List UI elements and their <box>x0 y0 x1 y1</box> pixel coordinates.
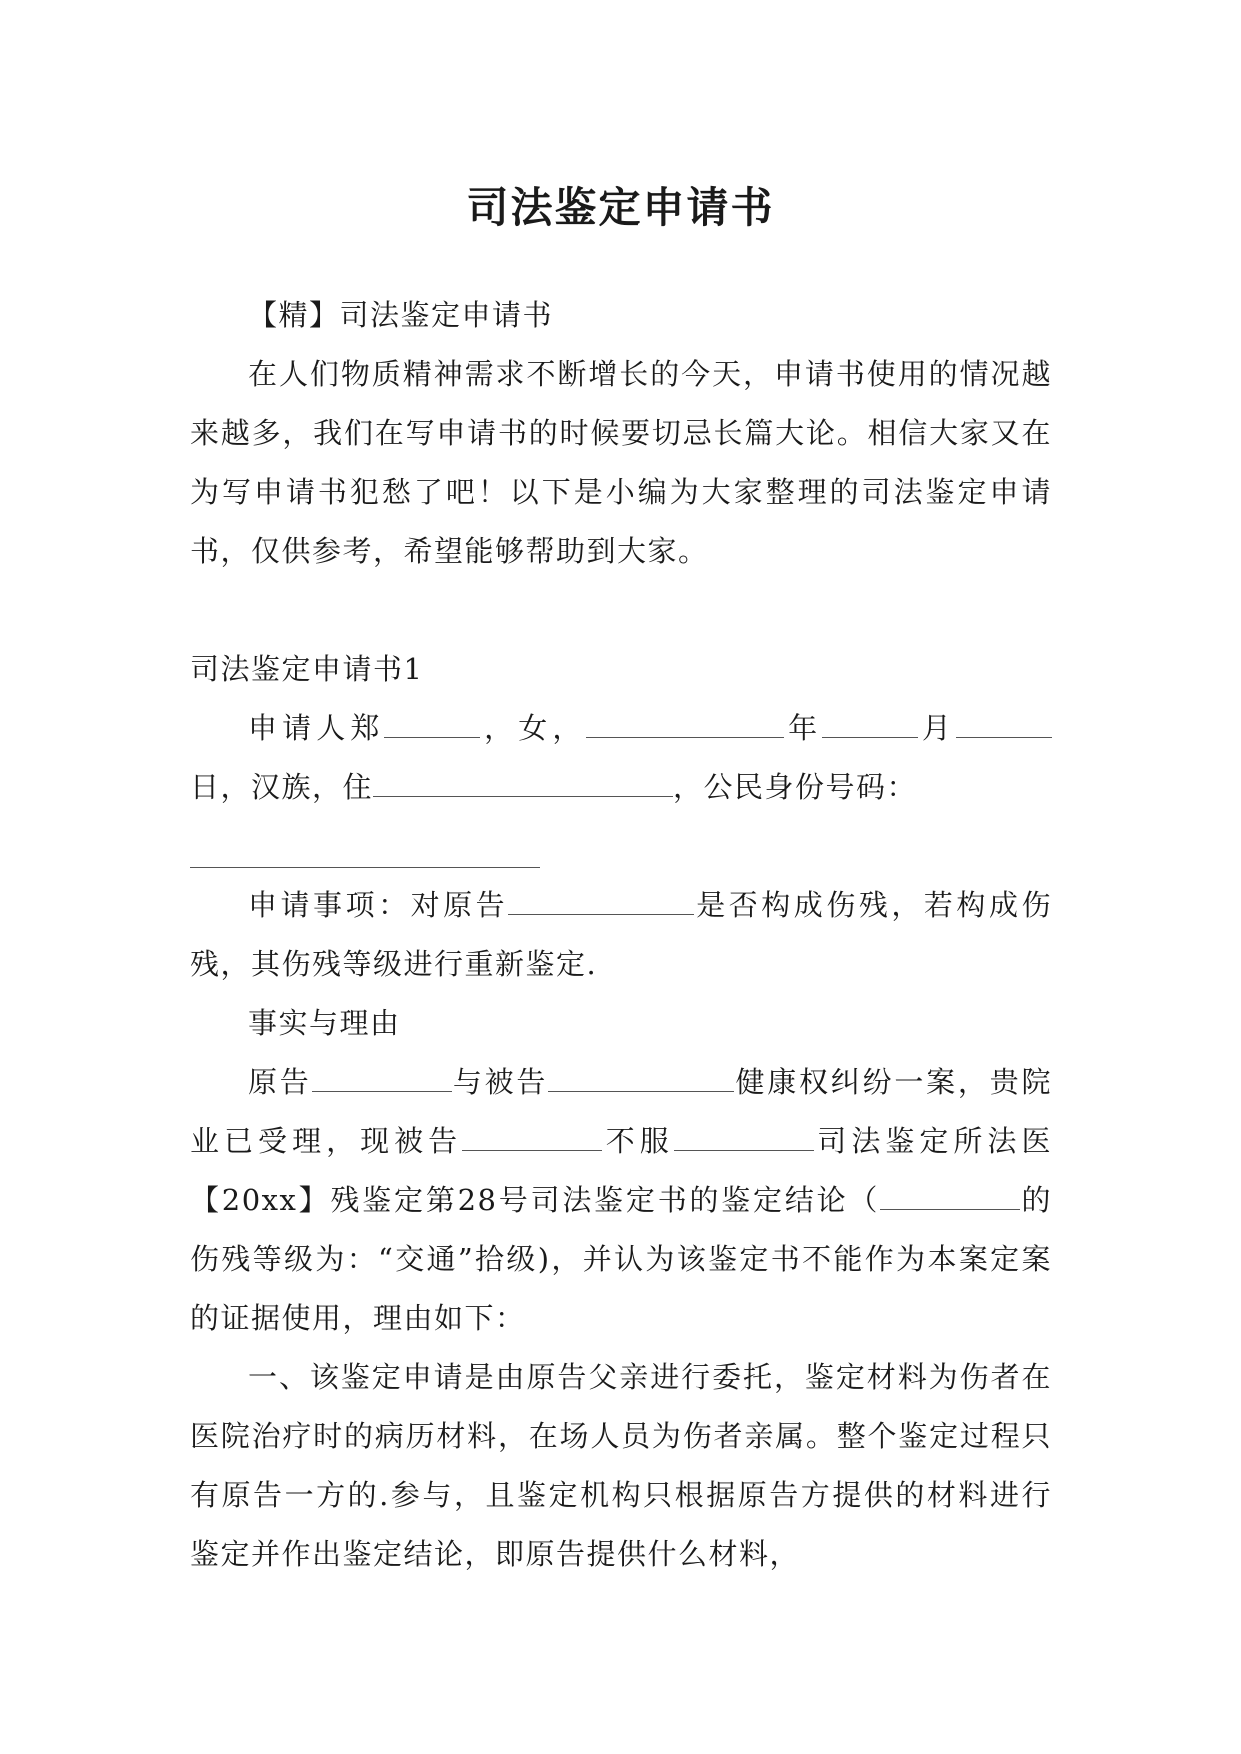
matters-text-1: 申请事项：对原告 <box>248 888 509 922</box>
facts-paragraph <box>190 1053 1052 1348</box>
matters-paragraph <box>190 876 1052 994</box>
facts-text-6: 的伤残等级为：“交通”拾级)，并认为该鉴定书不能作为本案定案的证据使用，理由如下： <box>190 1183 1052 1335</box>
applicant-text-6: ，公民身份号码： <box>673 770 918 804</box>
facts-text-4: 不服 <box>602 1124 674 1158</box>
applicant-text-4: 月 <box>918 711 956 745</box>
blank-day <box>956 709 1052 738</box>
facts-text-5: 司法鉴定所法医【20xx】残鉴定第28号司法鉴定书的鉴定结论（ <box>190 1124 1052 1217</box>
blank-id-number <box>190 839 540 868</box>
blank-institute <box>674 1122 814 1151</box>
applicant-text-3: 年 <box>784 711 823 745</box>
applicant-text-2: ，女， <box>480 711 587 745</box>
document-title: 司法鉴定申请书 <box>466 183 775 233</box>
facts-text-1: 原告 <box>248 1065 312 1099</box>
applicant-paragraph <box>190 699 1052 817</box>
facts-text-3: 健康权纠纷一案，贵院业已受理，现被告 <box>190 1065 1052 1158</box>
applicant-text-5: 日，汉族，住 <box>190 770 374 804</box>
blank-plaintiff <box>508 886 694 915</box>
matters-text-2: 是否构成伤残，若构成伤残，其伤残等级进行重新鉴定. <box>190 888 1052 981</box>
intro-heading: 【精】司法鉴定申请书 <box>248 298 554 332</box>
blank-conclusion <box>880 1181 1020 1210</box>
section-heading: 司法鉴定申请书1 <box>190 652 424 686</box>
blank-address <box>373 768 673 797</box>
facts-text-2: 与被告 <box>451 1065 549 1099</box>
blank-defendant-name <box>548 1063 734 1092</box>
id-number-line <box>190 817 1052 876</box>
blank-defendant <box>462 1122 602 1151</box>
reason-1-paragraph: 一、该鉴定申请是由原告父亲进行委托，鉴定材料为伤者在医院治疗时的病历材料，在场人员为伤者亲属。整个鉴定过程只有原告一方的.参与，且鉴定机构只根据原告方提供的材料进行鉴定并作出鉴定结论，即原告提供什么材料， <box>190 1360 1052 1571</box>
blank-plaintiff-name <box>312 1063 452 1092</box>
intro-paragraph: 在人们物质精神需求不断增长的今天，申请书使用的情况越来越多，我们在写申请书的时候要切忌长篇大论。相信大家又在为写申请书犯愁了吧！以下是小编为大家整理的司法鉴定申请书，仅供参考，希望能够帮助到大家。 <box>190 357 1052 568</box>
blank-year <box>586 709 784 738</box>
facts-heading: 事实与理由 <box>248 1006 401 1040</box>
blank-month <box>822 709 918 738</box>
applicant-text-1: 申请人郑 <box>248 711 385 745</box>
document-body <box>190 286 1052 1584</box>
blank-surname <box>384 709 480 738</box>
